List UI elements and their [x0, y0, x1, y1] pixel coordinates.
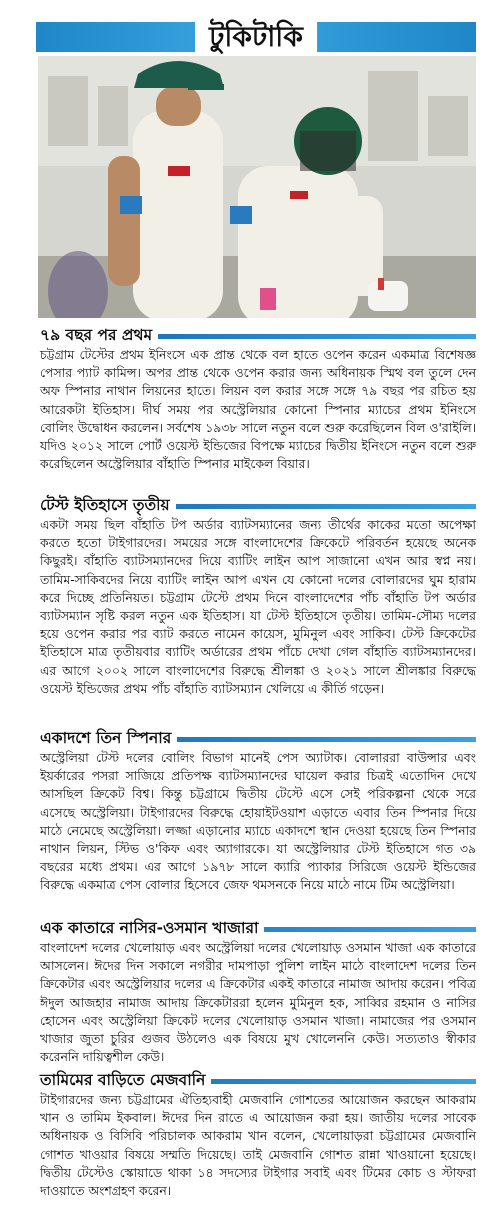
article-1-body: চট্টগ্রাম টেস্টের প্রথম ইনিংসে এক প্রান্ত থেকে বল হাতে ওপেন করেন একমাত্র বিশেষজ্ঞ পেসার প্যাট কামিন্স। অপর প্রান্ত থেকে ওপেন করার জন্য অধিনায়ক স্মিথ বল তুলে দেন অফ স্পিনার নাথান লিয়নের হাতে। লিয়ন বল করার সঙ্গে সঙ্গে ৭৯ বছর পর রচিত হয় আরেকটা ইতিহাস। দীর্ঘ সময় পর অস্ট্রেলিয়ার কোনো স্পিনার ম্যাচের প্রথম ইনিংসে বোলিং উদ্বোধন করলেন। সর্বশেষ ১৯৩৮ সালে নতুন বলে শুরু করেছিলেন বিল ও'রাইলি। যদিও ২০১২ সালে পোর্ট ওয়েস্ট ইন্ডিজের বিপক্ষে ম্যাচের দ্বিতীয় ইনিংসে নতুন বলে শুরু করেছিলেন অস্ট্রেলিয়ার বাঁহাতি স্পিনার মাইকেল বিয়ার। — [40, 347, 476, 472]
section-banner — [36, 22, 476, 52]
article-1-headline: ৭৯ বছর পর প্রথম — [40, 325, 158, 345]
article-2-header — [40, 495, 476, 515]
article-5-body: টাইগারদের জন্য চট্টগ্রামের ঐতিহ্যবাহী মেজবানি গোশতের আয়োজন করছেন আকরাম খান ও তামিম ইকবাল। ঈদের দিন রাতে এ আয়োজন করা হয়। জাতীয় দলের সাবেক অধিনায়ক ও বিসিবি পরিচালক আকরাম খান বলেন, খেলোয়াড়রা চট্টগ্রামের মেজবানি গোশত খাওয়ার বিষয়ে সম্মতি দিয়েছে। তাই মেজবানি গোশত রান্না খাওয়ানো হয়েছে। দ্বিতীয় টেস্টেও স্কোয়াডে থাকা ১৪ সদস্যের টাইগার সবাই এবং টিমের কোচ ও স্টাফরা দাওয়াতে অংশগ্রহণ করেন। — [40, 1092, 476, 1199]
article-5-header — [40, 1070, 476, 1090]
previous-article-cut-line — [0, 0, 495, 3]
section-title: টুকিটাকি — [195, 18, 317, 56]
cricketers-photo-illustration — [38, 56, 476, 318]
article-4-body: বাংলাদেশ দলের খেলোয়াড় এবং অস্ট্রেলিয়া দলের খেলোয়াড় ওসমান খাজা এক কাতারে আসলেন। ঈদের দিন সকালে নগরীর দামপাড়া পুলিশ লাইন মাঠে বাংলাদেশ দলের তিন ক্রিকেটার এবং অস্ট্রেলিয়ার দলের এ ক্রিকেটার একই কাতারে নামাজ আদায় করেন। পবিত্র ঈদুল আজহার নামাজ আদায় ক্রিকেটাররা হলেন মুমিনুল হক, সাব্বির রহমান ও নাসির হোসেন এবং অস্ট্রেলিয়া ক্রিকেট দলের খেলোয়াড় ওসমান খাজা। নামাজের পর ওসমান খাজার জুতা চুরির গুজব উঠলেও এক বিষয়ে মুখ খোলেননি কেউ। সত্যতাও স্বীকার করেননি দায়িত্বশীল কেউ। — [40, 940, 476, 1065]
article-1-header — [40, 325, 476, 345]
article-3-body: অস্ট্রেলিয়া টেস্ট দলের বোলিং বিভাগ মানেই পেস অ্যাটাক। বোলাররা বাউন্সার এবং ইয়র্কারের পসরা সাজিয়ে প্রতিপক্ষ ব্যাটসম্যানদের ঘায়েল করার চিত্রই এতোদিন দেখে আসছিল ক্রিকেট বিশ্ব। কিন্তু চট্টগ্রামে দ্বিতীয় টেস্টে এসে সেই পরিকল্পনা থেকে সরে এসেছে অস্ট্রেলিয়া। টাইগারদের বিরুদ্ধে হোয়াইটওয়াশ এড়াতে এবার তিন স্পিনার দিয়ে মাঠে নেমেছে অস্ট্রেলিয়া। লজ্জা এড়ানোর ম্যাচে একাদশে স্থান দেওয়া হয়েছে তিন স্পিনার নাথান লিয়ন, স্টিভ ও'কিফ এবং অ্যাগারকে। যা অস্ট্রেলিয়ার টেস্ট ইতিহাসে গত ৩৯ বছরের মধ্যে প্রথম। এর আগে ১৯৭৮ সালে ক্যারি প্যাকার সিরিজে ওয়েস্ট ইন্ডিজের বিরুদ্ধে একমাত্র পেস বোলার হিসেবে জেফ থমসনকে নিয়ে মাঠে নামে টিম অস্ট্রেলিয়া। — [40, 750, 476, 893]
article-2-body: একটা সময় ছিল বাঁহাতি টপ অর্ডার ব্যাটসম্যানের জন্য তীর্থের কাকের মতো অপেক্ষা করতে হতো টাইগারদের। সময়ের সঙ্গে বাংলাদেশের ক্রিকেটে পরিবর্তন হয়েছে অনেক কিছুরই। বাঁহাতি ব্যাটসম্যানদের দিয়ে ব্যাটিং লাইন আপ সাজানো এখন আর স্বপ্ন নয়। তামিম-সাকিবদের নিয়ে ব্যাটিং লাইন আপ এখন যে কোনো দলের বোলারদের ঘুম হারাম করে দিচ্ছে প্রতিনিয়ত। চট্টগ্রাম টেস্টে প্রথম দিনে বাংলাদেশের পাঁচ বাঁহাতি টপ অর্ডার ব্যাটসম্যান সৃষ্টি করল নতুন এক ইতিহাস। যা টেস্ট ইতিহাসে তৃতীয়। তামিম-সৌম্য দলের হয়ে ওপেন করার পর ব্যাট করতে নামেন কায়েস, মুমিনুল এবং সাকিব। টেস্ট ক্রিকেটের ইতিহাসে মাত্র তৃতীয়বার ব্যাটিং অর্ডারের প্রথম পাঁচে দেখা গেল বাঁহাতি ব্যাটসম্যানদের। এর আগে ২০০২ সালে বাংলাদেশের বিরুদ্ধে শ্রীলঙ্কা ও ২০২১ সালে শ্রীলঙ্কার বিরুদ্ধে ওয়েস্ট ইন্ডিজের প্রথম পাঁচ বাঁহাতি ব্যাটসম্যান খেলিয়ে এ কীর্তি গড়েন। — [40, 517, 476, 696]
article-4-header — [40, 918, 476, 938]
article-2-headline: টেস্ট ইতিহাসে তৃতীয় — [40, 495, 176, 515]
article-2 — [40, 495, 476, 698]
article-1 — [40, 325, 476, 473]
article-4 — [40, 918, 476, 1066]
article-3-header — [40, 728, 476, 748]
article-4-headline: এক কাতারে নাসির-ওসমান খাজারা — [40, 918, 264, 938]
article-3 — [40, 728, 476, 895]
article-3-headline: একাদশে তিন স্পিনার — [40, 728, 177, 748]
article-5 — [40, 1070, 476, 1200]
article-5-headline: তামিমের বাড়িতে মেজবানি — [40, 1070, 211, 1090]
article-photo — [38, 56, 476, 318]
